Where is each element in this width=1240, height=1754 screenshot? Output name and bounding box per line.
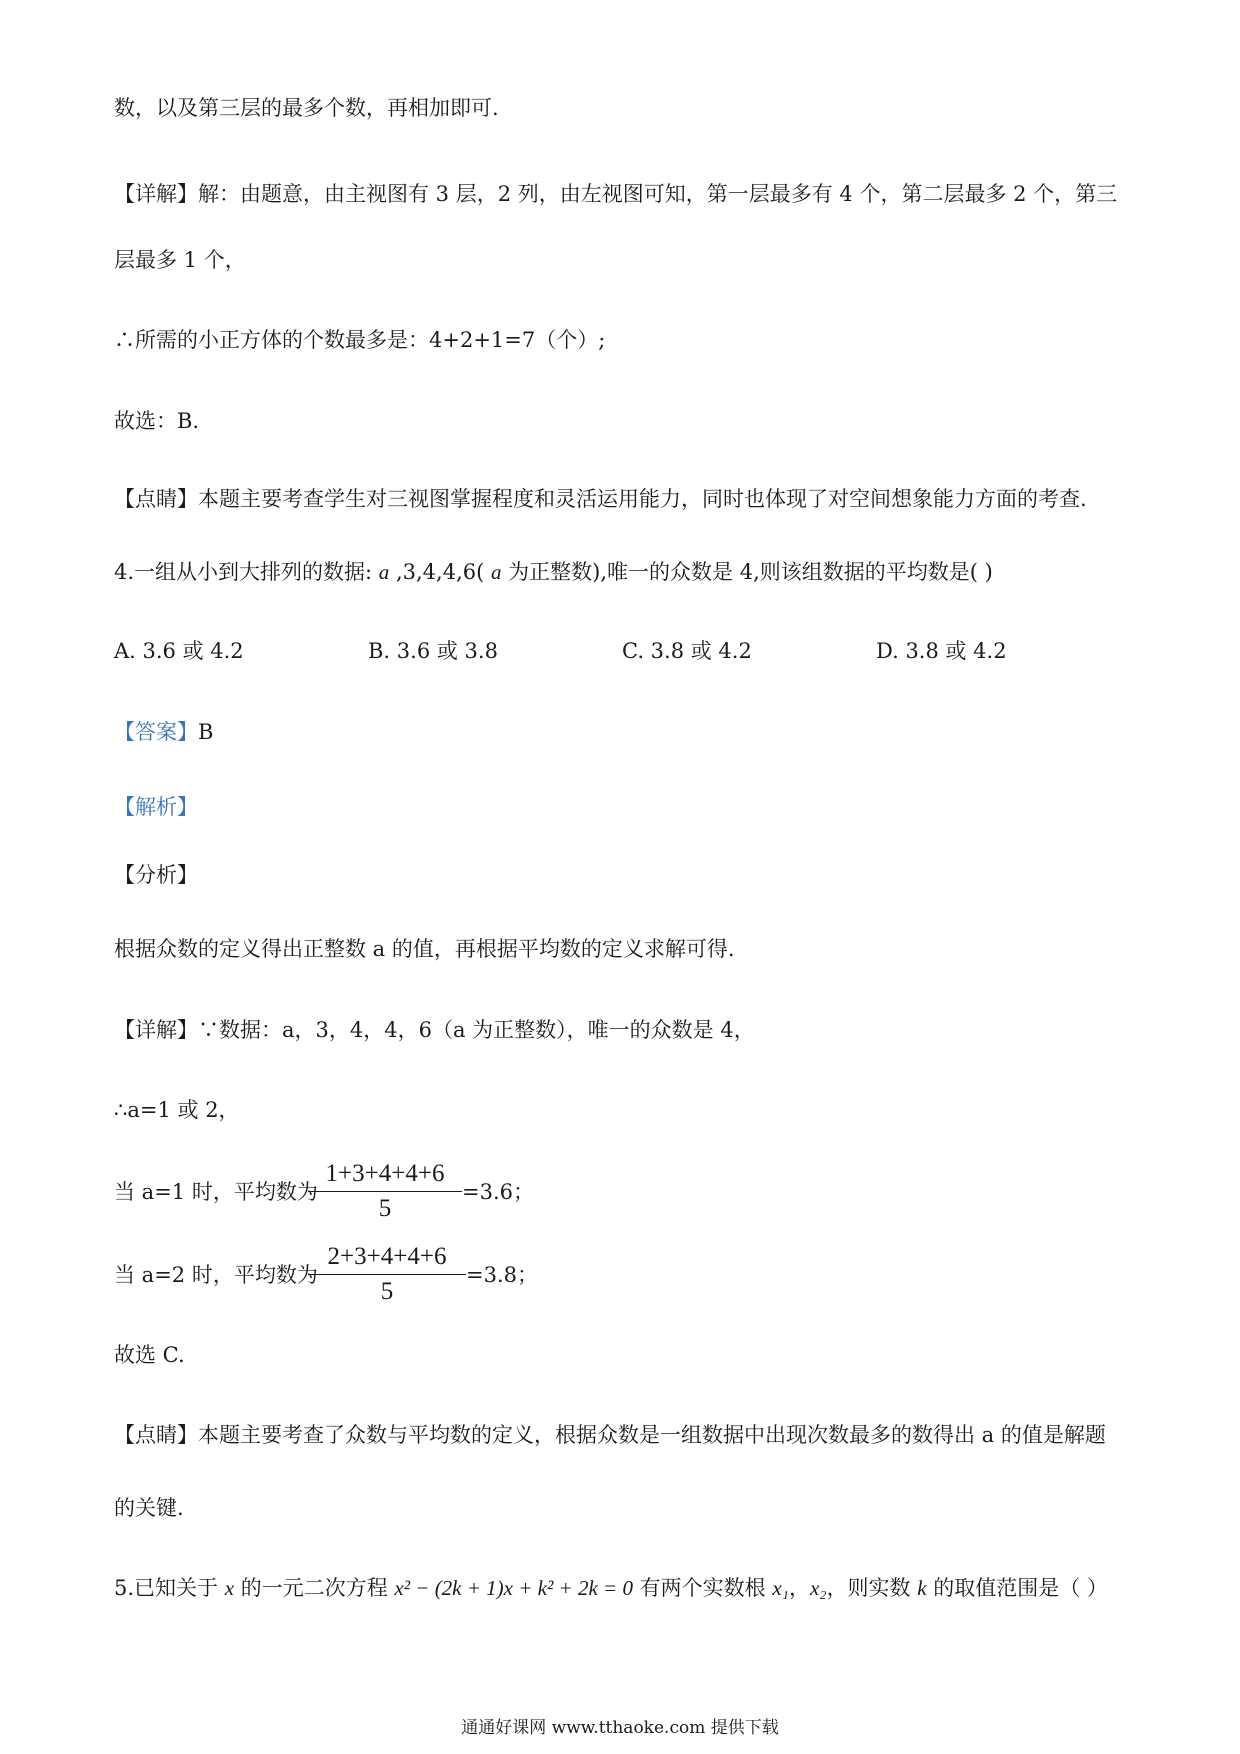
- answer-value: B: [198, 720, 214, 744]
- stem-text: 的取值范围是（ ）: [926, 1576, 1108, 1600]
- case2-result: =3.8；: [466, 1263, 538, 1287]
- case1-result: =3.6；: [462, 1180, 534, 1204]
- dianjing-line: 【点睛】本题主要考查了众数与平均数的定义，根据众数是一组数据中出现次数最多的数得出 a 的值是解题: [114, 1423, 1106, 1447]
- analysis-label: 【解析】: [114, 795, 198, 819]
- answer-label: 【答案】: [114, 720, 198, 744]
- fenxi-label: 【分析】: [114, 863, 198, 887]
- option-c: C. 3.8 或 4.2: [622, 639, 752, 663]
- variable-x2: x₂: [809, 1576, 827, 1600]
- text-line: 层最多 1 个，: [114, 248, 246, 272]
- stem-text: 有两个实数根: [632, 1576, 773, 1600]
- variable-x1: x₁: [772, 1576, 789, 1600]
- dianjing-line: 的关键.: [114, 1496, 184, 1520]
- option-d: D. 3.8 或 4.2: [876, 639, 1007, 663]
- text-line: 数，以及第三层的最多个数，再相加即可.: [114, 96, 499, 120]
- question-5-stem: [114, 1574, 1108, 1602]
- stem-text: 5.已知关于: [114, 1576, 225, 1600]
- fraction-numerator: 1+3+4+4+6: [325, 1160, 445, 1187]
- question-4-stem: [114, 558, 993, 586]
- fraction-case2: [308, 1242, 466, 1307]
- stem-text: ，则实数: [826, 1576, 918, 1600]
- case1-prefix: 当 a=1 时，平均数为: [114, 1180, 318, 1204]
- variable-k: k: [917, 1576, 927, 1600]
- stem-text: 为正整数),唯一的众数是 4,则该组数据的平均数是( ): [501, 560, 993, 584]
- equation: x² − (2k + 1)x + k² + 2k = 0: [394, 1576, 633, 1600]
- page-footer: 通通好课网 www.tthaoke.com 提供下载: [461, 1718, 779, 1738]
- a-values: ∴a=1 或 2，: [114, 1098, 240, 1122]
- text-line: ∴所需的小正方体的个数最多是：4+2+1=7（个）;: [114, 328, 606, 352]
- option-a: A. 3.6 或 4.2: [114, 639, 244, 663]
- fraction-numerator: 2+3+4+4+6: [327, 1243, 447, 1270]
- case2-prefix: 当 a=2 时，平均数为: [114, 1263, 318, 1287]
- fraction-bar: [308, 1191, 462, 1192]
- stem-text: ,3,4,4,6(: [389, 560, 491, 584]
- separator: ，: [788, 1576, 810, 1600]
- fraction-denominator: 5: [378, 1195, 392, 1222]
- option-b: B. 3.6 或 3.8: [368, 639, 498, 663]
- text-line: 故选：B.: [114, 409, 200, 433]
- fenxi-text: 根据众数的定义得出正整数 a 的值，再根据平均数的定义求解可得.: [114, 937, 735, 961]
- fraction-case1: [308, 1159, 462, 1224]
- variable-a: a: [378, 560, 390, 584]
- fraction-bar: [308, 1274, 466, 1275]
- answer-line: [114, 718, 213, 746]
- stem-text: 4.一组从小到大排列的数据:: [114, 560, 379, 584]
- text-line: 【详解】解：由题意，由主视图有 3 层，2 列，由左视图可知，第一层最多有 4 个，第二层最多 2 个，第三: [114, 182, 1118, 206]
- stem-text: 的一元二次方程: [234, 1576, 395, 1600]
- variable-x: x: [224, 1576, 235, 1600]
- detail-text: 【详解】∵数据：a，3，4，4，6（a 为正整数），唯一的众数是 4，: [114, 1018, 755, 1042]
- choose-text: 故选 C.: [114, 1343, 185, 1367]
- variable-a: a: [491, 560, 502, 584]
- text-line: 【点睛】本题主要考查学生对三视图掌握程度和灵活运用能力，同时也体现了对空间想象能力方面的考查.: [114, 487, 1087, 511]
- fraction-denominator: 5: [380, 1278, 394, 1305]
